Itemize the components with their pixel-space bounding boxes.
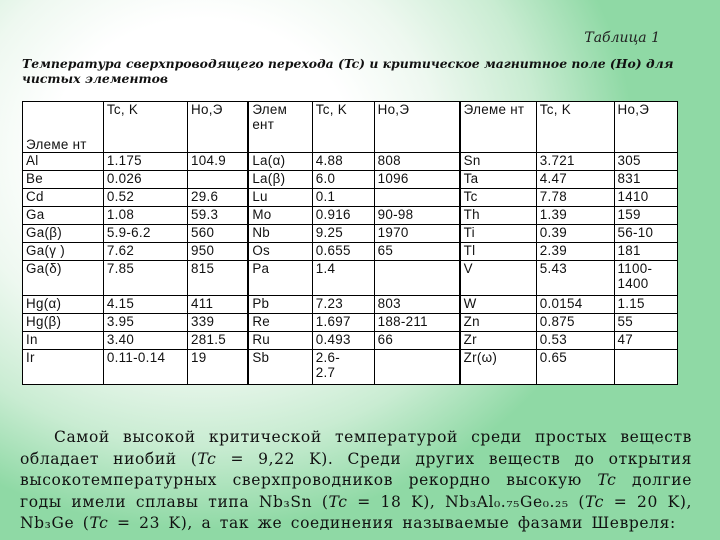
table-caption: Таблица 1 [584, 30, 660, 46]
table-cell: 2.6- 2.7 [312, 350, 374, 385]
table-cell: 56-10 [614, 225, 677, 243]
table-cell: Sn [460, 153, 537, 171]
table-cell: Cd [23, 189, 104, 207]
paragraph-text: = 20 K), Nb₃Ge ( [20, 492, 692, 532]
table-cell: 65 [374, 243, 460, 261]
table-cell: Tc [460, 189, 537, 207]
table-header-row [23, 102, 678, 153]
table-row [23, 332, 678, 350]
table-cell: 90-98 [374, 207, 460, 225]
table-cell: Th [460, 207, 537, 225]
table-cell: 7.85 [103, 261, 187, 296]
table-cell: Mo [248, 207, 312, 225]
table-cell: 4.47 [536, 171, 614, 189]
table-cell: Ir [23, 350, 104, 385]
table-cell: Pa [248, 261, 312, 296]
body-paragraph [20, 427, 692, 535]
table-cell: Be [23, 171, 104, 189]
table-cell: 3.721 [536, 153, 614, 171]
table-cell: 281.5 [188, 332, 249, 350]
table-row [23, 261, 678, 296]
table-cell: 7.62 [103, 243, 187, 261]
table-cell: Ru [248, 332, 312, 350]
table-cell: 19 [188, 350, 249, 385]
table-cell: Pb [248, 296, 312, 314]
table-row [23, 225, 678, 243]
table-cell: 0.875 [536, 314, 614, 332]
paragraph-text: Самой высокой критической температурой среди простых веществ обладает ниобий ( [20, 428, 692, 468]
table-cell [614, 350, 677, 385]
table-cell [374, 189, 460, 207]
table-cell: 1410 [614, 189, 677, 207]
table-cell [374, 350, 460, 385]
header-cell-col-element: Элеме нт [23, 102, 104, 153]
tc-symbol: Tc [585, 492, 605, 511]
header-cell-col-ho: Ho,Э [614, 102, 677, 153]
table-cell: 1.175 [103, 153, 187, 171]
table-cell: Zr(ω) [460, 350, 537, 385]
table-cell: 1096 [374, 171, 460, 189]
header-cell-col-tc: Tc, K [312, 102, 374, 153]
table-cell: Ga(β) [23, 225, 104, 243]
table-cell: 1100- 1400 [614, 261, 677, 296]
table-cell: Ga [23, 207, 104, 225]
table-row [23, 296, 678, 314]
table-row [23, 350, 678, 385]
table-cell: 0.39 [536, 225, 614, 243]
table-cell: 339 [188, 314, 249, 332]
table-cell [374, 261, 460, 296]
header-cell-col-tc: Tc, K [536, 102, 614, 153]
table-cell: 47 [614, 332, 677, 350]
table-cell: W [460, 296, 537, 314]
paragraph-text: долгие годы имели сплавы типа Nb₃Sn ( [20, 471, 692, 511]
table-cell: Ta [460, 171, 537, 189]
table-row [23, 153, 678, 171]
table-cell: 0.916 [312, 207, 374, 225]
table-cell: 0.1 [312, 189, 374, 207]
table-cell: Ti [460, 225, 537, 243]
tc-symbol: Tc [197, 449, 217, 468]
table-row [23, 207, 678, 225]
table-cell: Nb [248, 225, 312, 243]
header-cell-col-tc: Tc, K [103, 102, 187, 153]
table-cell: Hg(α) [23, 296, 104, 314]
table-cell: 6.0 [312, 171, 374, 189]
table-cell: 59.3 [188, 207, 249, 225]
tc-symbol: Tc [89, 514, 109, 532]
table-cell: 803 [374, 296, 460, 314]
table-cell: 7.78 [536, 189, 614, 207]
table-cell: 3.95 [103, 314, 187, 332]
table-cell: 5.43 [536, 261, 614, 296]
elements-table [22, 101, 678, 385]
table-cell: 1.15 [614, 296, 677, 314]
table-cell: 0.52 [103, 189, 187, 207]
table-cell: 3.40 [103, 332, 187, 350]
table-cell: 411 [188, 296, 249, 314]
paragraph-text: = 18 K), Nb₃Al₀.₇₅Ge₀.₂₅ ( [347, 492, 586, 511]
table-cell: 1.39 [536, 207, 614, 225]
table-cell: Tl [460, 243, 537, 261]
header-cell-col-element: Элеме нт [460, 102, 537, 153]
table-cell: 66 [374, 332, 460, 350]
table-cell: Os [248, 243, 312, 261]
table-cell: V [460, 261, 537, 296]
table-cell: 188-211 [374, 314, 460, 332]
table-cell: 1.697 [312, 314, 374, 332]
table-cell: 0.026 [103, 171, 187, 189]
table-cell: Sb [248, 350, 312, 385]
table-cell: 0.0154 [536, 296, 614, 314]
table-cell: 831 [614, 171, 677, 189]
table-cell: 7.23 [312, 296, 374, 314]
table-cell: 104.9 [188, 153, 249, 171]
table-cell: 560 [188, 225, 249, 243]
table-cell: 5.9-6.2 [103, 225, 187, 243]
table-cell: In [23, 332, 104, 350]
table-cell: 29.6 [188, 189, 249, 207]
table-row [23, 243, 678, 261]
table-cell: Ga(δ) [23, 261, 104, 296]
table-cell: 1970 [374, 225, 460, 243]
paragraph-text: = 23 K), а так же соединения называемые фазами Шевреля: [108, 514, 676, 532]
table-cell: 305 [614, 153, 677, 171]
table-cell: Zn [460, 314, 537, 332]
table-cell: 1.4 [312, 261, 374, 296]
table-cell: Re [248, 314, 312, 332]
table-cell: 9.25 [312, 225, 374, 243]
table-cell: 815 [188, 261, 249, 296]
table-cell: Lu [248, 189, 312, 207]
table-cell: 0.655 [312, 243, 374, 261]
table-cell: 55 [614, 314, 677, 332]
paragraph-text: = 9,22 K). Среди других веществ до открытия высокотемпературных сверхпроводников рекордно высокую [20, 449, 692, 489]
tc-symbol: Tc [597, 471, 617, 489]
table-row [23, 171, 678, 189]
table-cell: 0.11-0.14 [103, 350, 187, 385]
table-cell: 159 [614, 207, 677, 225]
table-cell: Hg(β) [23, 314, 104, 332]
table-row [23, 189, 678, 207]
table-heading: Температура сверхпроводящего перехода (Tc) и критическое магнитное поле (Ho) для чистых элементов [22, 56, 674, 86]
table-cell: 181 [614, 243, 677, 261]
header-cell-col-element: Элем ент [248, 102, 312, 153]
table-cell: 4.15 [103, 296, 187, 314]
table-cell: Ga(γ ) [23, 243, 104, 261]
table-cell: 0.53 [536, 332, 614, 350]
table-cell: 0.65 [536, 350, 614, 385]
table-cell: Al [23, 153, 104, 171]
table-cell: 4.88 [312, 153, 374, 171]
header-cell-col-ho: Ho,Э [374, 102, 460, 153]
table-cell: 2.39 [536, 243, 614, 261]
tc-symbol: Tc [328, 492, 348, 511]
table-cell: 0.493 [312, 332, 374, 350]
table-cell: 808 [374, 153, 460, 171]
table-cell: 1.08 [103, 207, 187, 225]
table-cell: Zr [460, 332, 537, 350]
table-cell: La(α) [248, 153, 312, 171]
header-cell-col-ho: Ho,Э [188, 102, 249, 153]
table-cell: La(β) [248, 171, 312, 189]
table-row [23, 314, 678, 332]
table-cell [188, 171, 249, 189]
table-cell: 950 [188, 243, 249, 261]
